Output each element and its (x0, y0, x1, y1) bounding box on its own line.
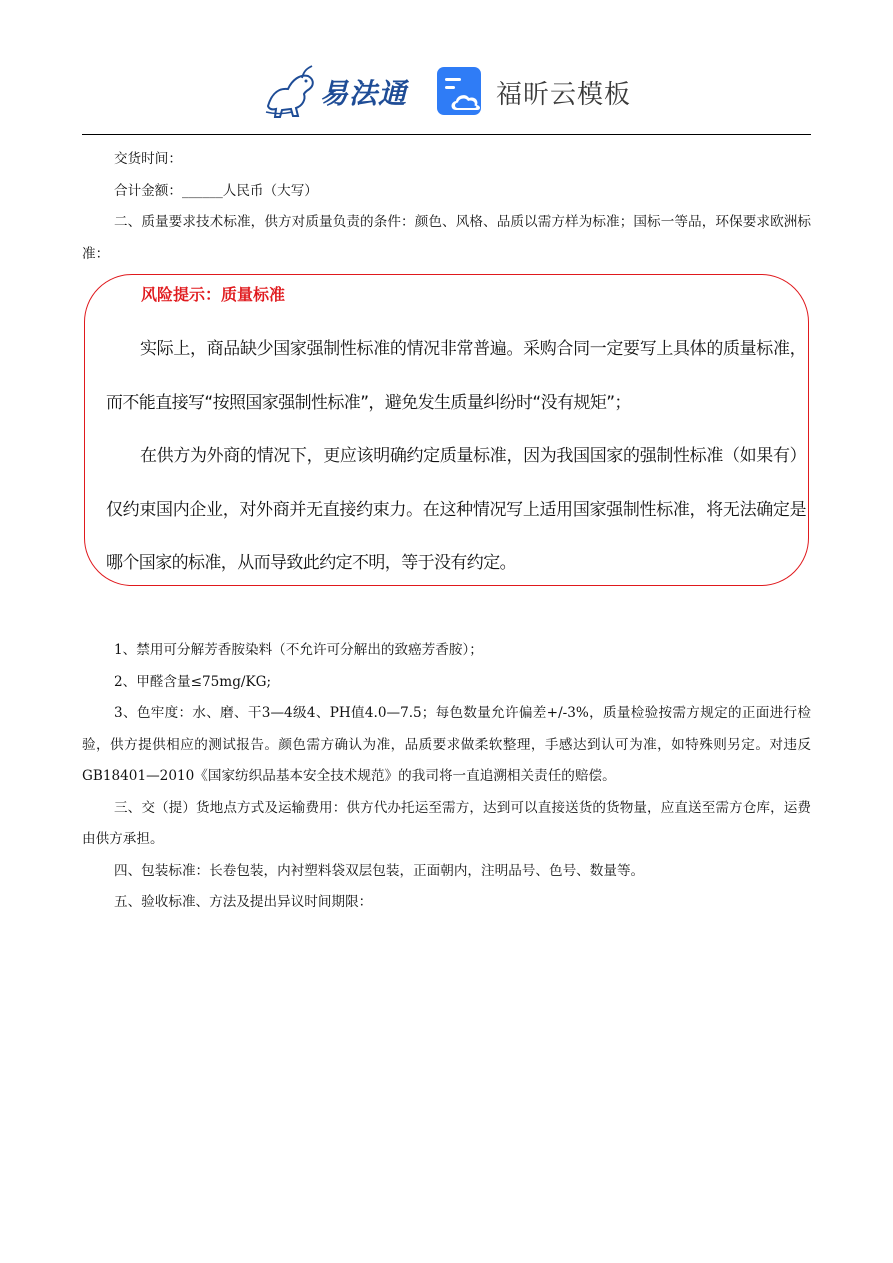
cloud-document-icon (436, 66, 486, 116)
foxit-cloud-template-logo (436, 64, 646, 120)
contract-body-top (82, 144, 811, 270)
foxit-logo-text: 福昕云模板 (496, 80, 632, 110)
risk-paragraph-2: 在供方为外商的情况下，更应该明确约定质量标准，因为我国国家的强制性标准（如果有）仅约束国内企业，对外商并无直接约束力。在这种情况写上适用国家强制性标准，将无法确定是哪个国家的标准，从而导致此约定不明，等于没有约定。 (106, 446, 806, 573)
risk-paragraph-1: 实际上，商品缺少国家强制性标准的情况非常普遍。采购合同一定要写上具体的质量标准，而不能直接写“按照国家强制性标准”，避免发生质量纠纷时“没有规矩”； (106, 339, 806, 413)
risk-notice-title: 风险提示：质量标准 (141, 285, 286, 304)
item-3: 3、色牢度：水、磨、干3—4级4、PH值4.0—7.5；每色数量允许偏差+/-3%，质量检验按需方规定的正面进行检验，供方提供相应的测试报告。颜色需方确认为准，品质要求做柔软整理，手感达到认可为准，如特殊则另定。对违反GB18401—2010《国家纺织品基本安全技术规范》的我司将一直追溯相关责任的赔偿。 (82, 705, 811, 784)
header-divider (82, 134, 811, 135)
risk-notice-body (106, 323, 806, 591)
item-2: 2、甲醛含量≤75mg/KG; (114, 673, 272, 690)
contract-body-bottom (82, 635, 811, 919)
risk-notice-box (84, 274, 809, 586)
yifatong-logo (262, 62, 422, 120)
item-1: 1、禁用可分解芳香胺染料（不允许可分解出的致癌芳香胺）； (114, 642, 483, 658)
delivery-time-line: 交货时间： (114, 151, 182, 167)
section-3-delivery: 三、交（提）货地点方式及运输费用：供方代办托运至需方，达到可以直接送货的货物量，应直送至需方仓库，运费由供方承担。 (82, 799, 811, 847)
section-5-acceptance: 五、验收标准、方法及提出异议时间期限： (114, 894, 373, 910)
page-header (0, 58, 893, 128)
yifatong-logo-text: 易法通 (320, 77, 408, 110)
section-2-quality: 二、质量要求技术标准，供方对质量负责的条件：颜色、风格、品质以需方样为标准；国标一等品，环保要求欧洲标准： (82, 214, 811, 262)
qilin-icon (262, 62, 322, 120)
section-4-packaging: 四、包装标准：长卷包装，内衬塑料袋双层包装，正面朝内，注明品号、色号、数量等。 (114, 862, 645, 879)
total-amount-line: 合计金额：______人民币（大写） (114, 182, 318, 199)
